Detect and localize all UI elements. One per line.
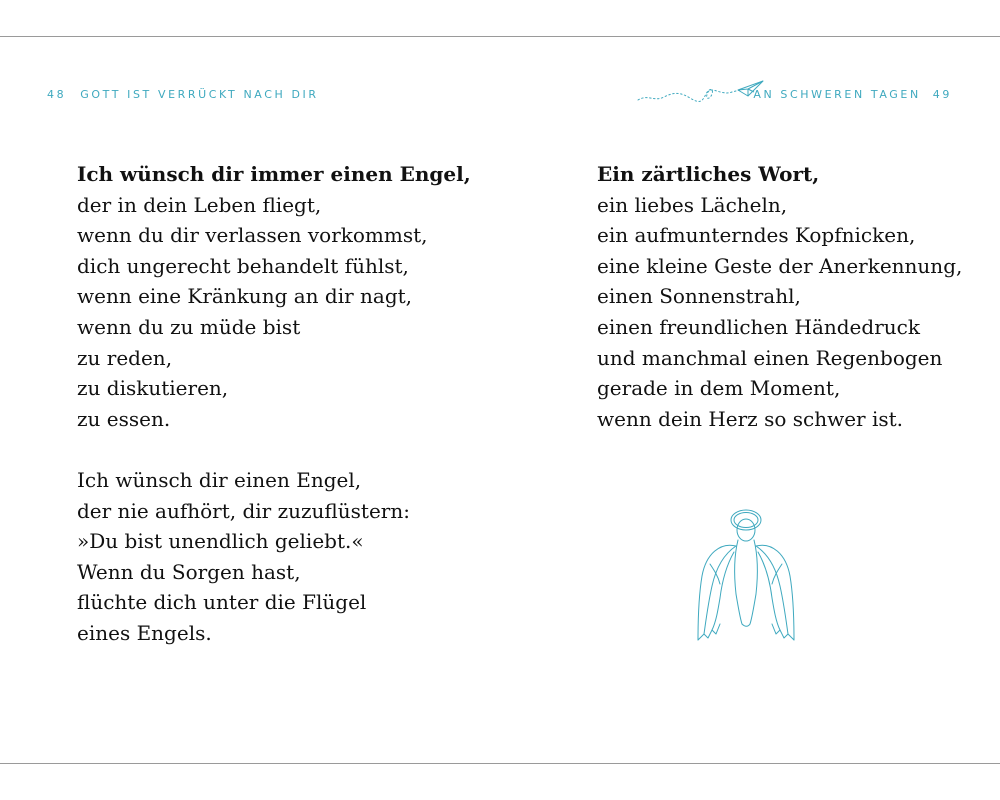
left-poem <box>77 159 471 649</box>
paper-plane-icon <box>636 78 766 106</box>
poem-line: zu essen. <box>77 406 171 431</box>
poem-line: Ich wünsch dir einen Engel, <box>77 467 362 492</box>
left-running-title: GOTT IST VERRÜCKT NACH DIR <box>80 88 319 101</box>
poem-line: und manchmal einen Regenbogen <box>597 345 943 370</box>
right-running-title: AN SCHWEREN TAGEN <box>753 88 921 101</box>
poem-line: dich ungerecht behandelt fühlst, <box>77 253 409 278</box>
poem-line: Ein zärtliches Wort, <box>597 162 820 186</box>
left-page-header <box>47 86 319 104</box>
right-page-header <box>753 86 952 104</box>
poem-line: der nie aufhört, dir zuzuflüstern: <box>77 498 410 523</box>
poem-line: gerade in dem Moment, <box>597 376 841 401</box>
stanza-break <box>77 434 471 465</box>
poem-line: wenn eine Kränkung an dir nagt, <box>77 284 413 309</box>
left-page-number: 48 <box>47 88 67 101</box>
poem-line: flüchte dich unter die Flügel <box>77 590 367 615</box>
poem-line: wenn du dir verlassen vorkommst, <box>77 223 428 248</box>
poem-line: wenn dein Herz so schwer ist. <box>597 406 904 431</box>
top-border <box>0 36 1000 37</box>
poem-line: einen Sonnenstrahl, <box>597 284 801 309</box>
poem-line: einen freundlichen Händedruck <box>597 314 920 339</box>
poem-line: eine kleine Geste der Anerkennung, <box>597 253 963 278</box>
poem-line: wenn du zu müde bist <box>77 314 301 339</box>
poem-line: zu reden, <box>77 345 173 370</box>
right-page-number: 49 <box>932 88 952 101</box>
poem-line: zu diskutieren, <box>77 376 229 401</box>
poem-line: Ich wünsch dir immer einen Engel, <box>77 162 471 186</box>
right-poem <box>597 159 962 434</box>
poem-line: der in dein Leben fliegt, <box>77 192 322 217</box>
poem-line: eines Engels. <box>77 620 212 645</box>
poem-line: ein aufmunterndes Kopfnicken, <box>597 223 916 248</box>
poem-line: »Du bist unendlich geliebt.« <box>77 529 364 554</box>
poem-line: Wenn du Sorgen hast, <box>77 559 301 584</box>
angel-icon <box>690 506 800 646</box>
poem-line: ein liebes Lächeln, <box>597 192 788 217</box>
bottom-border <box>0 763 1000 764</box>
